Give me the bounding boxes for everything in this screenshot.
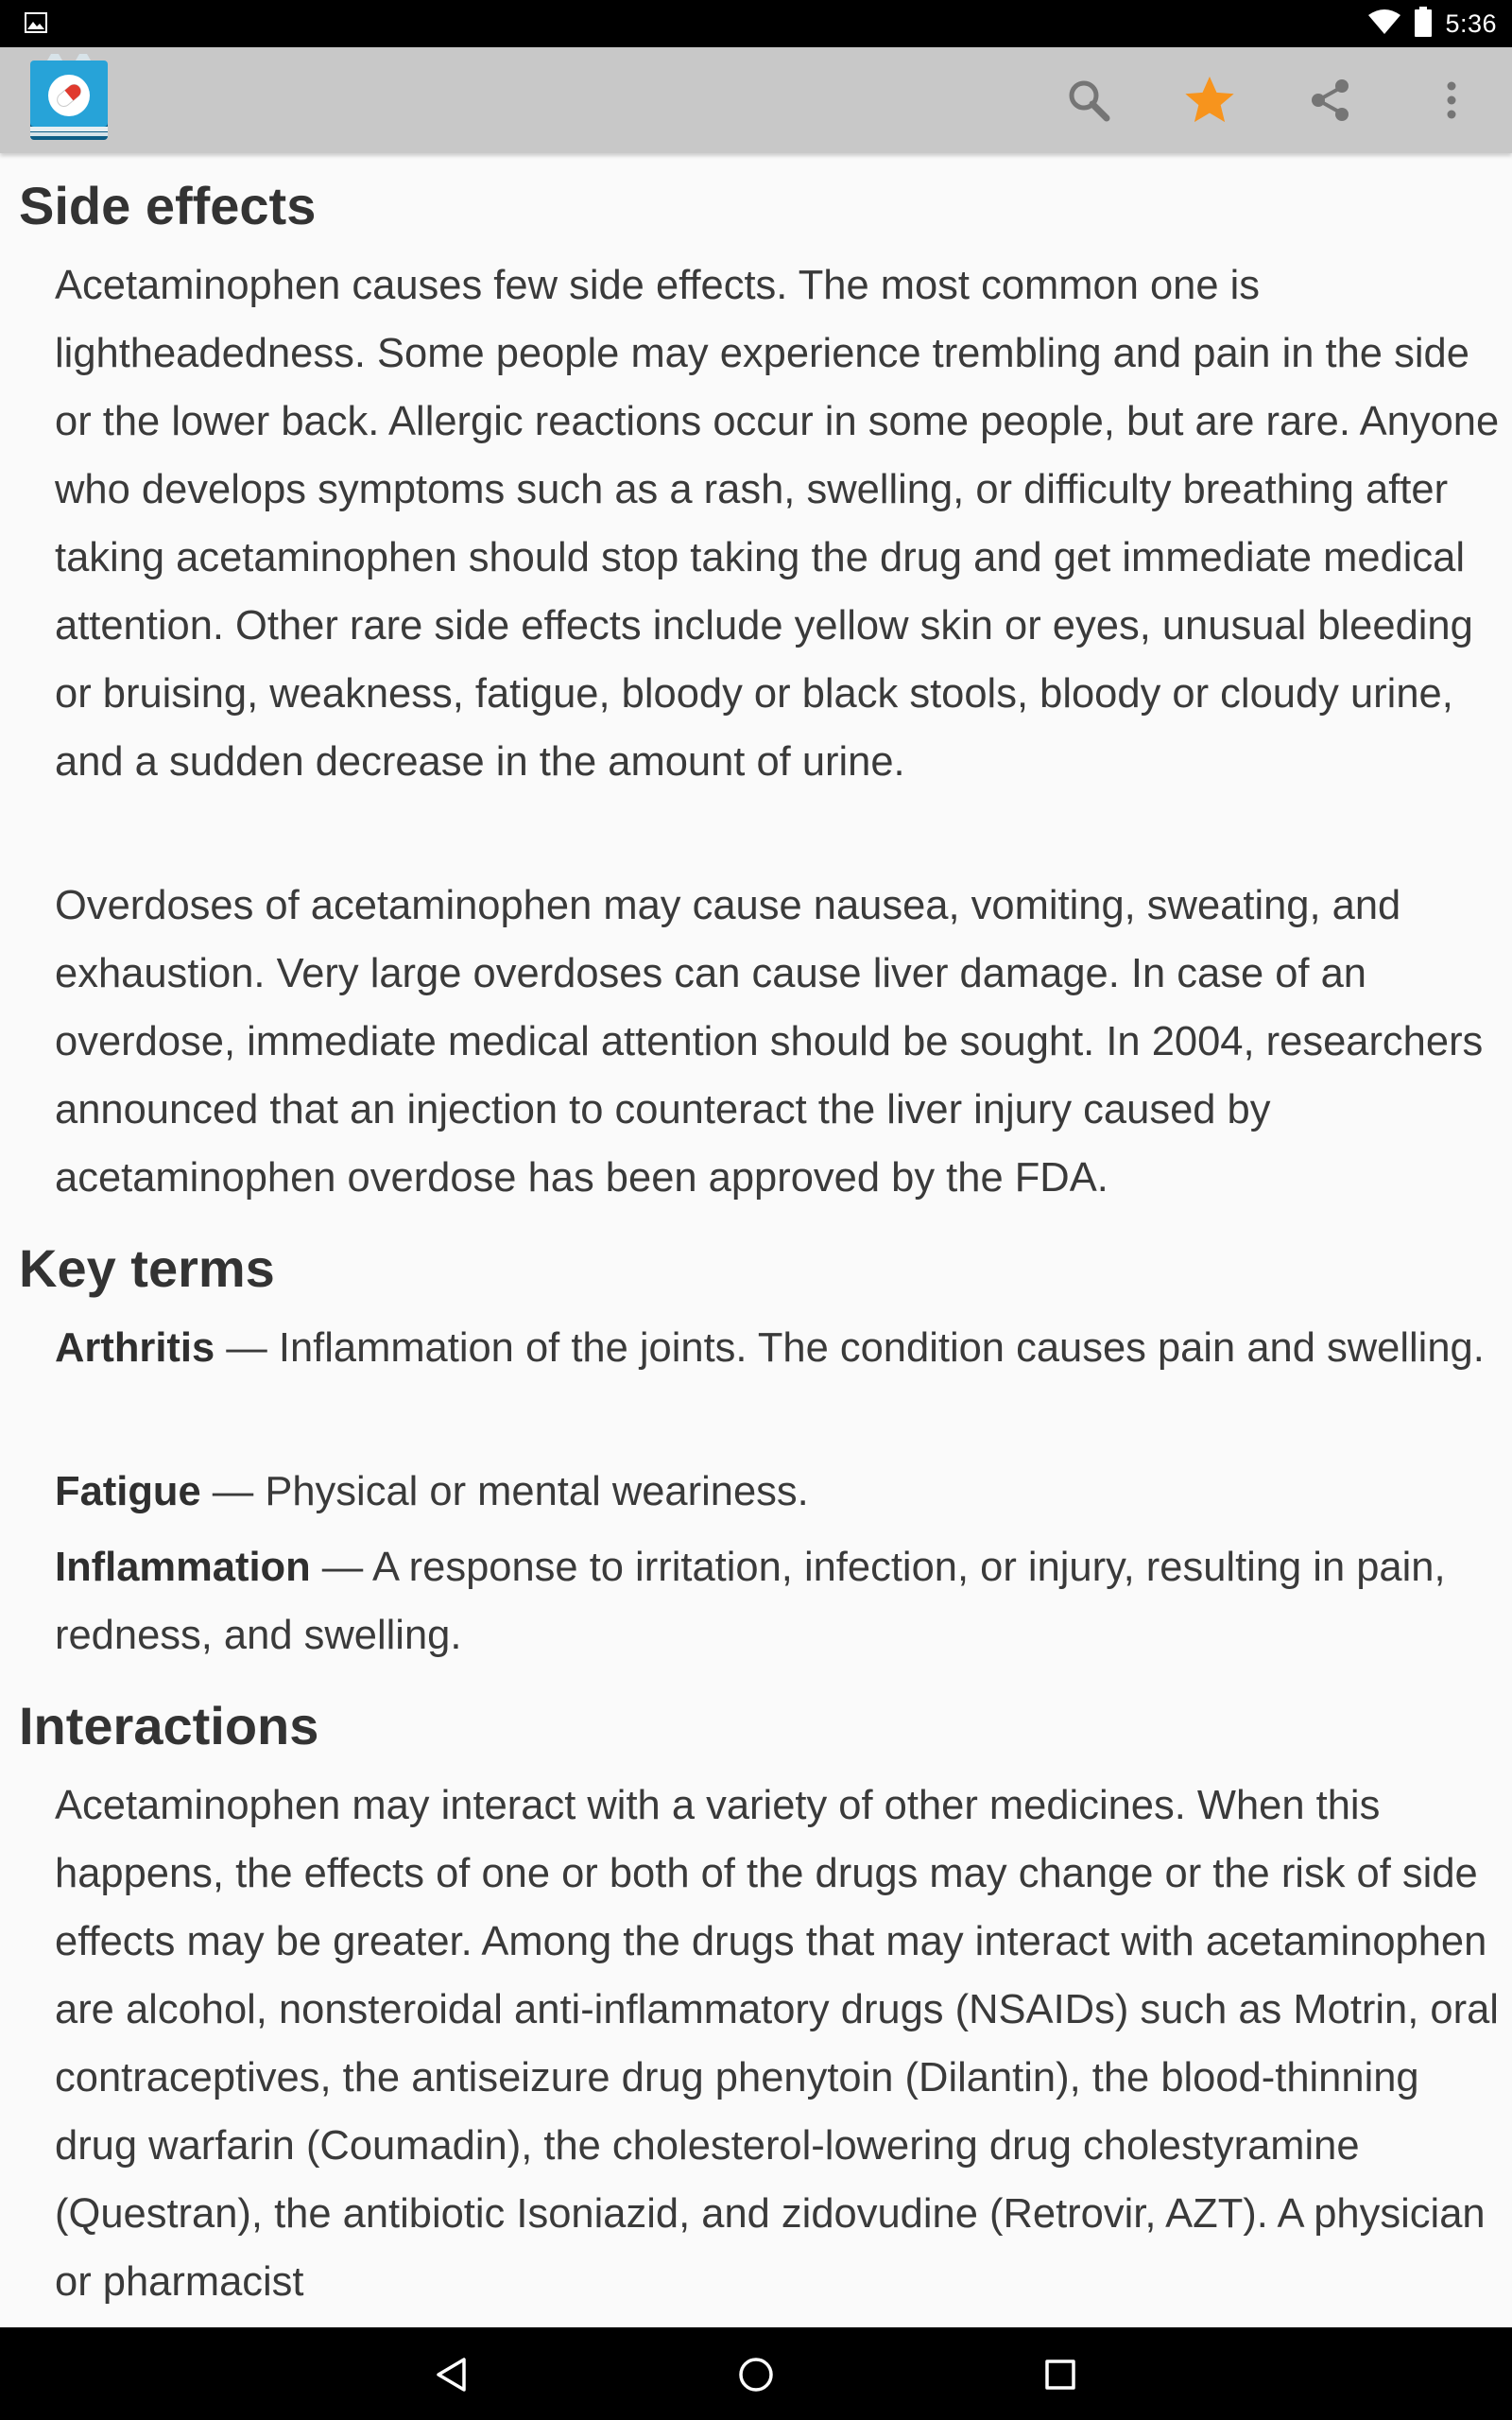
status-icons xyxy=(1367,0,1497,47)
app-logo-icon[interactable] xyxy=(26,53,112,146)
share-icon[interactable] xyxy=(1298,68,1363,132)
key-term-arthritis xyxy=(55,1314,1505,1382)
key-term-inflammation xyxy=(55,1533,1505,1669)
term-label: Fatigue xyxy=(55,1469,201,1514)
home-icon[interactable] xyxy=(728,2346,784,2403)
term-definition: — A response to irritation, infection, or injury, resulting in pain, redness, and swelling. xyxy=(55,1545,1446,1658)
key-term-fatigue xyxy=(55,1458,1505,1526)
section-heading-key-terms: Key terms xyxy=(19,1238,275,1298)
wifi-icon xyxy=(1367,8,1401,41)
action-bar xyxy=(0,47,1512,153)
interactions-paragraph-1: Acetaminophen may interact with a variety of other medicines. When this happens, the effects of one or both of the drugs may change or the risk of side effects may be greater. Among the drugs that may interact with acetaminophen are alcohol, nonsteroidal anti-inflammatory drugs (NSAIDs) such as Motrin, oral contraceptives, the antiseizure drug phenytoin (Dilantin), the blood-thinning drug warfarin (Coumadin), the cholesterol-lowering drug cholestyramine (Questran), the antibiotic Isoniazid, and zidovudine (Retrovir, AZT). A physician or pharmacist xyxy=(55,1783,1499,2305)
image-notification-icon xyxy=(25,11,47,34)
section-heading-side-effects: Side effects xyxy=(19,176,317,235)
battery-icon xyxy=(1415,7,1432,42)
side-effects-paragraph-2: Overdoses of acetaminophen may cause nausea, vomiting, sweating, and exhaustion. Very large overdoses can cause liver damage. In case of an overdose, immediate medical attention should be sought. In 2004, researchers announced that an injection to counteract the liver injury caused by acetaminophen overdose has been approved by the FDA. xyxy=(55,883,1484,1201)
overflow-menu-icon[interactable] xyxy=(1419,68,1484,132)
star-icon[interactable] xyxy=(1177,68,1242,132)
status-time: 5:36 xyxy=(1445,9,1497,38)
term-label: Inflammation xyxy=(55,1545,311,1590)
article-content[interactable] xyxy=(0,153,1512,2327)
term-label: Arthritis xyxy=(55,1325,215,1371)
term-definition: — Inflammation of the joints. The condition causes pain and swelling. xyxy=(215,1325,1485,1371)
navigation-bar xyxy=(0,2327,1512,2420)
term-definition: — Physical or mental weariness. xyxy=(200,1469,809,1514)
status-bar xyxy=(0,0,1512,47)
side-effects-paragraph-1: Acetaminophen causes few side effects. The most common one is lightheadedness. Some people may experience trembling and pain in the side or the lower back. Allergic reactions occur in some people, but are rare. Anyone who develops symptoms such as a rash, swelling, or difficulty breathing after taking acetaminophen should stop taking the drug and get immediate medical attention. Other rare side effects include yellow skin or eyes, unusual bleeding or bruising, weakness, fatigue, bloody or black stools, bloody or cloudy urine, and a sudden decrease in the amount of urine. xyxy=(55,263,1500,785)
search-icon[interactable] xyxy=(1057,68,1121,132)
recents-icon[interactable] xyxy=(1032,2346,1089,2403)
back-icon[interactable] xyxy=(423,2346,480,2403)
section-heading-interactions: Interactions xyxy=(19,1696,319,1755)
